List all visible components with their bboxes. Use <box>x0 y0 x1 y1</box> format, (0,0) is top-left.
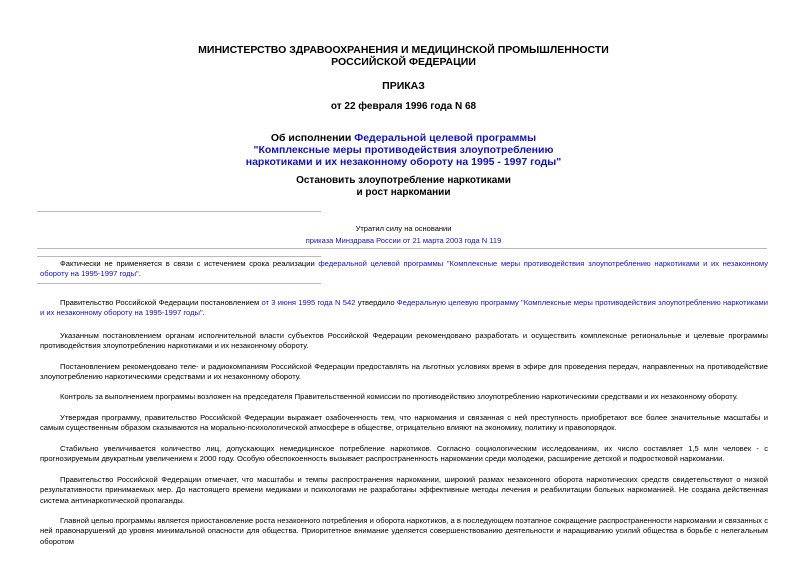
ministry-name <box>0 44 807 68</box>
document-subtitle <box>0 175 807 199</box>
paragraph-2: Правительство Российской Федерации постановлением от 3 июня 1995 года N 542 утвердило Федеральную целевую программу "Комплексные меры противодействия злоупотреблению наркотиками и их незаконному обороту на 1995-1997 годы". <box>40 298 768 318</box>
separator-rule <box>37 211 321 212</box>
paragraph-6: Утверждая программу, правительство Российской Федерации выражает озабоченность тем, что наркомания и связанная с ней преступность приобретают все более значительные масштабы и самым существенным образом сказываются на морально-психологической атмосфере в обществе, отрицательно влияют на экономику, политику и правопорядок. <box>40 413 768 433</box>
subject-prefix: Об исполнении <box>270 132 355 144</box>
program-link-line-2[interactable]: "Комплексные меры противодействия злоупотреблению <box>253 144 554 156</box>
federal-program-link[interactable]: Федеральную целевую программу "Комплексные меры противодействия злоупотреблению наркотиками и их незаконному обороту на 1995-1997 годы" <box>40 298 768 318</box>
paragraph-5: Контроль за выполнением программы возложен на председателя Правительственной комиссии по противодействию злоупотреблению наркотическими средствами и их незаконному обороту. <box>60 392 738 401</box>
paragraph-note: Фактически не применяется в связи с истечением срока реализации федеральной целевой программы "Комплексные меры противодействия злоупотреблению наркотиками и их незаконному обороту на 1995-1997 годы". <box>40 259 768 279</box>
repeal-order-link[interactable]: приказа Минздрава России от 21 марта 2003 года N 119 <box>305 236 502 245</box>
subtitle-line-1: Остановить злоупотребление наркотиками <box>296 175 511 186</box>
program-link-line-3[interactable]: наркотиками и их незаконному обороту на 1995 - 1997 годы" <box>245 156 562 168</box>
separator-rule <box>37 248 767 249</box>
paragraph-8: Правительство Российской Федерации отмечает, что масштабы и темпы распространения наркомании, широкий размах незаконного оборота наркотических средств свидетельствуют о низкой результативности принимаемых мер. До настоящего времени медиками и психологами не разработаны эффективные методы лечения и реабилитации больных наркоманией. Не создана действенная система антинаркотической пропаганды. <box>40 475 768 505</box>
program-reference-link[interactable]: федеральной целевой программы "Комплексные меры противодействия злоупотреблению наркотиками и их незаконному обороту на 1995-1997 годы" <box>40 259 768 279</box>
paragraph-3: Указанным постановлением органам исполнительной власти субъектов Российской Федерации рекомендовано разработать и осуществить комплексные региональные и целевые программы противодействия злоупотреблению наркотиками и их незаконному обороту. <box>40 331 768 351</box>
paragraph-4: Постановлением рекомендовано теле- и радиокомпаниям Российской Федерации предоставлять на льготных условиях время в эфире для проведения передач, направленных на противодействие злоупотреблению наркотическими средствами и их незаконному обороту. <box>40 362 768 382</box>
separator-rule <box>37 256 321 257</box>
paragraph-7: Стабильно увеличивается количество лиц, допускающих немедицинское потребление наркотиков. Согласно социологическим исследованиям, их число составляет 1,5 млн человек - с прогнозируемым двукратным увеличением к 2000 году. Особую обеспокоенность вызывает распространенность наркомании среди молодежи, расширение детской и подростковой наркомании. <box>40 444 768 464</box>
subtitle-line-2: и рост наркомании <box>356 187 451 198</box>
validity-note <box>0 223 807 247</box>
paragraph-9: Главной целью программы является приостановление роста незаконного потребления и оборота наркотиков, а в последующем поэтапное сокращение распространенности наркомании и связанных с ней правонарушений до уровня минимальной опасности для общества. Приоритетное внимание уделяется совершенствованию деятельности и наращиванию усилий общества в борьбе с нелегальным оборотом <box>40 516 768 546</box>
order-date: от 22 февраля 1996 года N 68 <box>330 101 477 112</box>
separator-rule <box>37 283 321 284</box>
ministry-line-1: МИНИСТЕРСТВО ЗДРАВООХРАНЕНИЯ И МЕДИЦИНСКОЙ ПРОМЫШЛЕННОСТИ <box>198 44 609 56</box>
order-title: ПРИКАЗ <box>382 80 425 92</box>
validity-text: Утратил силу на основании <box>355 224 452 233</box>
order-subject <box>0 132 807 168</box>
program-link[interactable]: Федеральной целевой программы <box>354 132 537 144</box>
resolution-link[interactable]: от 3 июня 1995 года N 542 <box>261 298 356 307</box>
ministry-line-2: РОССИЙСКОЙ ФЕДЕРАЦИИ <box>331 56 476 68</box>
